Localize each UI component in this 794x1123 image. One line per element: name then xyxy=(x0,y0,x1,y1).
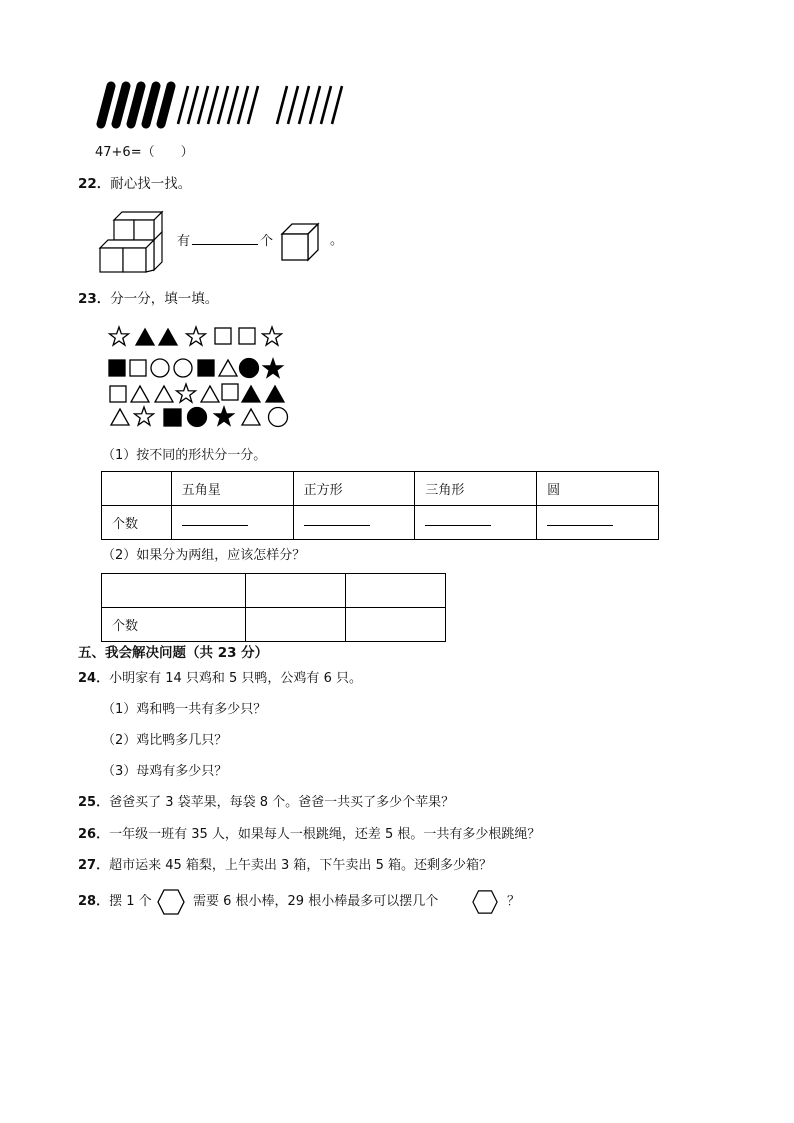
q25-line xyxy=(78,794,454,812)
q26-text: 一年级一班有 35 人，如果每人一根跳绳，还差 5 根。一共有多少根跳绳？ xyxy=(109,827,541,842)
q22-text-after: 个 xyxy=(260,234,274,249)
answer-blank[interactable] xyxy=(304,515,370,526)
q28-text-a: 摆 1 个 xyxy=(109,894,152,909)
table1-answer-cell[interactable] xyxy=(171,506,293,540)
q23-part2-label: （2）如果分为两组，应该怎样分？ xyxy=(102,548,306,563)
q24-sub-3: （3）母鸡有多少只？ xyxy=(102,764,228,779)
q23-prompt: 分一分，填一填。 xyxy=(110,291,219,307)
q24-sub-1: （1）鸡和鸭一共有多少只？ xyxy=(102,702,267,717)
q24-number: 24． xyxy=(78,671,110,686)
table1-header-row xyxy=(102,472,659,506)
shapes-grid-figure xyxy=(106,322,296,432)
table1-row-label: 个数 xyxy=(102,506,172,540)
q22-answer-blank[interactable] xyxy=(192,232,258,245)
tally-bundle xyxy=(101,86,171,124)
q28-text-b-wrap xyxy=(193,893,438,911)
tally-singles-group-2 xyxy=(277,86,342,124)
q23-table1 xyxy=(101,471,659,540)
q26-line xyxy=(78,826,540,844)
shapes-row-4 xyxy=(111,407,288,427)
table1-header-cell: 三角形 xyxy=(415,472,537,506)
table1-corner-cell xyxy=(102,472,172,506)
q24-heading xyxy=(78,670,362,688)
q23-number: 23． xyxy=(78,291,111,307)
shapes-row-2 xyxy=(109,359,283,378)
table1-answer-cell[interactable] xyxy=(415,506,537,540)
q22-end-mark: 。 xyxy=(330,233,344,248)
table2-header-row xyxy=(102,574,446,608)
table1-header-cell: 圆 xyxy=(537,472,659,506)
q22-text-before: 有 xyxy=(177,234,191,249)
q23-part1-label: （1）按不同的形状分一分。 xyxy=(102,448,267,463)
q24-sub-2: （2）鸡比鸭多几只？ xyxy=(102,733,228,748)
shapes-row-1 xyxy=(109,327,281,345)
q27-text: 超市运来 45 箱梨，上午卖出 3 箱，下午卖出 5 箱。还剩多少箱？ xyxy=(109,858,492,873)
q22-answer-line xyxy=(177,232,273,251)
answer-blank[interactable] xyxy=(425,515,491,526)
table2-count-row xyxy=(102,608,446,642)
q23-heading xyxy=(78,290,218,308)
table2-corner-cell xyxy=(102,574,246,608)
table2-answer-cell[interactable] xyxy=(245,608,345,642)
q22-prompt: 耐心找一找。 xyxy=(110,176,192,192)
answer-blank[interactable] xyxy=(547,515,613,526)
q28-number: 28． xyxy=(78,894,110,909)
section5-title: 五、我会解决问题（共 23 分） xyxy=(78,645,269,661)
q22-number: 22． xyxy=(78,176,111,192)
table2-group-cell[interactable] xyxy=(245,574,345,608)
q26-number: 26． xyxy=(78,827,110,842)
table2-row-label: 个数 xyxy=(102,608,246,642)
hexagon-icon xyxy=(472,889,498,915)
q27-line xyxy=(78,857,492,875)
table2-group-cell[interactable] xyxy=(345,574,445,608)
q28-text-c: ？ xyxy=(507,894,521,909)
hexagon-icon xyxy=(157,889,185,915)
q27-number: 27． xyxy=(78,858,110,873)
answer-blank[interactable] xyxy=(182,515,248,526)
q22-heading xyxy=(78,175,191,193)
q24-prompt: 小明家有 14 只鸡和 5 只鸭，公鸡有 6 只。 xyxy=(109,671,362,686)
tally-singles-group-1 xyxy=(178,86,258,124)
stacked-cubes-figure xyxy=(98,210,164,276)
q28-line xyxy=(78,893,152,911)
shapes-row-3 xyxy=(110,384,284,402)
table1-header-cell: 五角星 xyxy=(171,472,293,506)
tally-equation: 47+6=（ ） xyxy=(95,145,194,160)
table2-answer-cell[interactable] xyxy=(345,608,445,642)
single-cube-icon xyxy=(280,222,320,262)
q28-text-b: 需要 6 根小棒，29 根小棒最多可以摆几个 xyxy=(193,894,439,909)
table1-answer-cell[interactable] xyxy=(537,506,659,540)
q25-text: 爸爸买了 3 袋苹果，每袋 8 个。爸爸一共买了多少个苹果？ xyxy=(109,795,455,810)
table1-header-cell: 正方形 xyxy=(293,472,415,506)
tally-marks-figure xyxy=(95,80,355,130)
q23-table2 xyxy=(101,573,446,642)
table1-answer-cell[interactable] xyxy=(293,506,415,540)
q25-number: 25． xyxy=(78,795,110,810)
table1-count-row xyxy=(102,506,659,540)
